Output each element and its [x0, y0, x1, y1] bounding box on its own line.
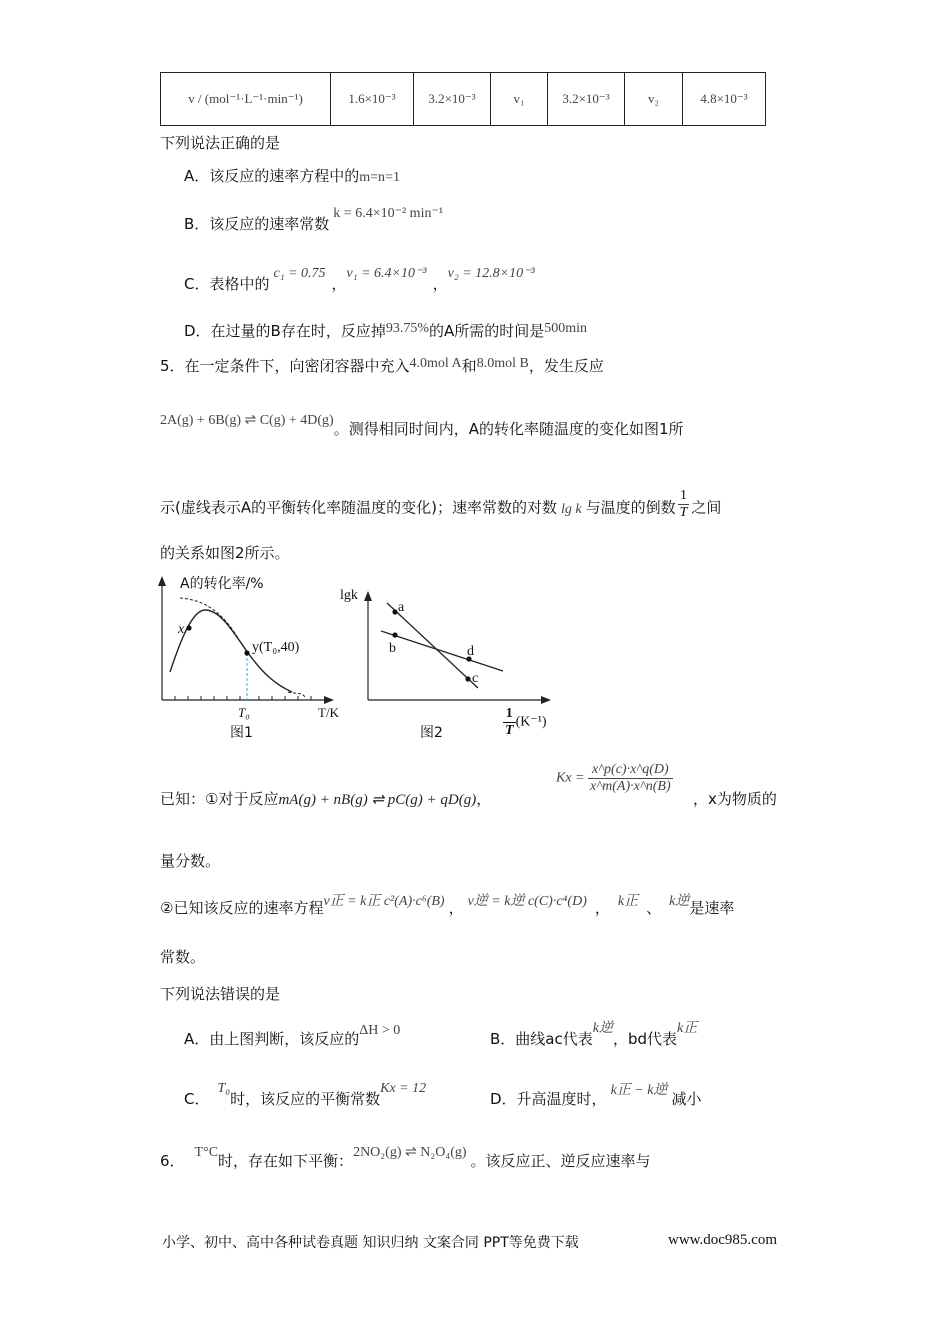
known-1-line2: 量分数。	[160, 852, 221, 870]
fig2-line-ac	[387, 603, 478, 688]
table-cell: v₂	[625, 73, 683, 126]
table-cell-header: v / (mol⁻¹·L⁻¹·min⁻¹)	[161, 73, 331, 126]
rate-equation-reverse: v逆 = k逆 c(C)·c⁴(D)	[467, 894, 587, 909]
fig2-line-bd	[381, 631, 503, 671]
text: ，发生反应	[528, 357, 604, 375]
option-math: T₀	[217, 1081, 231, 1096]
fig2-y-arrow	[364, 591, 372, 601]
fig1-y-arrow	[158, 576, 166, 586]
fig1-label-t0: T₀	[238, 705, 250, 720]
text: ，	[476, 790, 492, 808]
fig1-label-y: y(T₀,40)	[252, 640, 300, 655]
option-label: B．曲线ac代表	[490, 1030, 593, 1048]
option-math: 93.75%	[385, 321, 430, 336]
text: 已知：①对于反应	[160, 790, 279, 808]
option-label: C．	[184, 1090, 210, 1108]
option-text: 的A所需的时间是	[429, 322, 545, 340]
figure-1-conversion-vs-temperature	[150, 572, 340, 747]
fig2-x-unit: (K⁻¹)	[515, 714, 547, 730]
text: 之间	[691, 498, 722, 517]
fig2-label-d: d	[467, 644, 474, 659]
option-math: k正 − k逆	[610, 1083, 668, 1098]
frac-num: 1	[503, 706, 516, 723]
fig2-label-b: b	[389, 641, 396, 656]
text: 。该反应正、逆反应速率与	[470, 1152, 651, 1170]
fig1-x-arrow	[324, 696, 334, 704]
math: k正	[617, 894, 639, 909]
option-math: k = 6.4×10⁻² min⁻¹	[333, 206, 444, 221]
q5-line2	[160, 413, 684, 439]
q6-line1	[160, 1145, 651, 1171]
option-text: 减小	[671, 1090, 702, 1108]
option-math: c₁ = 0.75	[273, 266, 326, 281]
text: 5．在一定条件下，向密闭容器中充入	[160, 357, 410, 375]
option-math: m=n=1	[359, 170, 400, 185]
fig2-x-label	[503, 706, 547, 739]
fig2-label-a: a	[398, 600, 405, 615]
question-number: 6．	[160, 1152, 185, 1170]
q4-option-c	[184, 266, 535, 294]
fig2-x-label-frac	[503, 706, 516, 739]
math: lg k	[560, 501, 582, 517]
math: 8.0mol B	[476, 356, 529, 371]
fraction-1-over-T	[678, 488, 690, 521]
table-cell: 3.2×10⁻³	[548, 73, 625, 126]
table-cell: 1.6×10⁻³	[331, 73, 414, 126]
fig1-caption: 图1	[230, 725, 253, 741]
text: ②已知该反应的速率方程	[160, 899, 324, 917]
fig1-equilibrium-curve	[180, 598, 238, 638]
reaction-equation: 2A(g) + 6B(g) ⇌ C(g) + 4D(g)	[160, 413, 334, 428]
option-label: D．升高温度时，	[490, 1090, 607, 1108]
text: 和	[461, 357, 477, 375]
fig2-x-arrow	[541, 696, 551, 704]
footer-text: 小学、初中、高中各种试卷真题 知识归纳 文案合同 PPT等免费下载	[162, 1235, 579, 1251]
q5-line3	[160, 488, 722, 525]
option-text: 时，该反应的平衡常数	[230, 1090, 381, 1108]
separator: ，	[432, 275, 448, 293]
separator: ，	[331, 275, 347, 293]
option-math: k正	[677, 1021, 698, 1036]
known-2-line2: 常数。	[160, 948, 206, 966]
option-math: Kx = 12	[380, 1081, 427, 1096]
option-math: k逆	[592, 1021, 613, 1036]
option-label: A．由上图判断，该反应的	[184, 1030, 360, 1048]
rate-table	[160, 72, 766, 126]
q5-option-d	[490, 1083, 702, 1109]
q5-line4: 的关系如图2所示。	[160, 544, 290, 562]
q5-line1	[160, 355, 604, 376]
fig1-equilibrium-tail	[288, 692, 305, 697]
q4-option-a	[184, 165, 400, 186]
frac-num: x^p(c)·x^q(D)	[588, 762, 673, 779]
frac-den: T	[505, 723, 514, 738]
known-2-line: ②已知该反应的速率方程v正 = k正 c²(A)·c⁶(B) ， v逆 = k逆 c(C)·c⁴(D) ， k正 、 k逆是速率	[160, 894, 735, 917]
fig2-caption: 图2	[420, 725, 443, 741]
math: T°C	[194, 1145, 219, 1160]
reaction-equation: 2NO₂(g) ⇌ N₂O₄(g)	[353, 1145, 467, 1160]
q4-stem: 下列说法正确的是	[160, 134, 281, 152]
q4-option-b	[184, 206, 444, 234]
fig1-x-label: T/K	[318, 705, 339, 720]
known-1-line	[160, 788, 491, 809]
kx-formula	[556, 762, 673, 795]
table-cell: 3.2×10⁻³	[414, 73, 491, 126]
fig2-label-c: c	[472, 671, 479, 686]
option-label: B．该反应的速率常数	[184, 215, 330, 233]
q4-option-d	[184, 320, 587, 341]
fig1-y-label: A的转化率/%	[180, 576, 264, 592]
q5-option-a	[184, 1023, 401, 1049]
kx-lhs: Kx =	[556, 770, 585, 786]
fig1-point-x	[186, 625, 191, 630]
math: k逆	[669, 894, 690, 909]
q5-option-b	[490, 1021, 698, 1049]
known-1-post: ，x为物质的	[693, 790, 777, 808]
frac-den: x^m(A)·x^n(B)	[590, 779, 671, 794]
fig2-y-label: lgk	[340, 588, 358, 603]
option-math: v₂ = 12.8×10⁻³	[447, 266, 535, 281]
math: 4.0mol A	[409, 356, 462, 371]
frac-den: T	[679, 505, 688, 520]
table-cell: 4.8×10⁻³	[683, 73, 766, 126]
option-math: ΔH > 0	[359, 1023, 401, 1038]
table-row	[161, 73, 766, 126]
fig1-point-y	[244, 650, 249, 655]
option-text: ，bd代表	[612, 1030, 677, 1048]
fig2-point-a	[392, 609, 397, 614]
fig2-point-c	[465, 676, 470, 681]
fig1-label-x: x	[178, 622, 185, 637]
option-label: D．在过量的B存在时，反应掉	[184, 322, 386, 340]
rate-equation-forward: v正 = k正 c²(A)·c⁶(B)	[323, 894, 445, 909]
kx-fraction	[588, 762, 673, 795]
reaction-equation: mA(g) + nB(g) ⇌ pC(g) + qD(g)	[278, 792, 477, 808]
text: 。测得相同时间内，A的转化率随温度的变化如图1所	[333, 420, 684, 438]
option-label: A．该反应的速率方程中的	[184, 167, 360, 185]
frac-num: 1	[678, 488, 690, 505]
footer-url[interactable]: www.doc985.com	[668, 1232, 778, 1248]
text: 与温度的倒数	[585, 498, 676, 517]
q5-stem: 下列说法错误的是	[160, 985, 281, 1003]
fig2-point-b	[392, 632, 397, 637]
q5-option-c	[184, 1081, 427, 1109]
text: 时，存在如下平衡：	[218, 1152, 354, 1170]
option-label: C．表格中的	[184, 275, 270, 293]
text: 示(虚线表示A的平衡转化率随温度的变化)；速率常数的对数	[160, 498, 557, 517]
table-cell: v₁	[491, 73, 548, 126]
option-math: v₁ = 6.4×10⁻³	[346, 266, 427, 281]
text: 是速率	[689, 899, 735, 917]
option-math: 500min	[544, 321, 588, 336]
text: 、	[646, 899, 662, 917]
